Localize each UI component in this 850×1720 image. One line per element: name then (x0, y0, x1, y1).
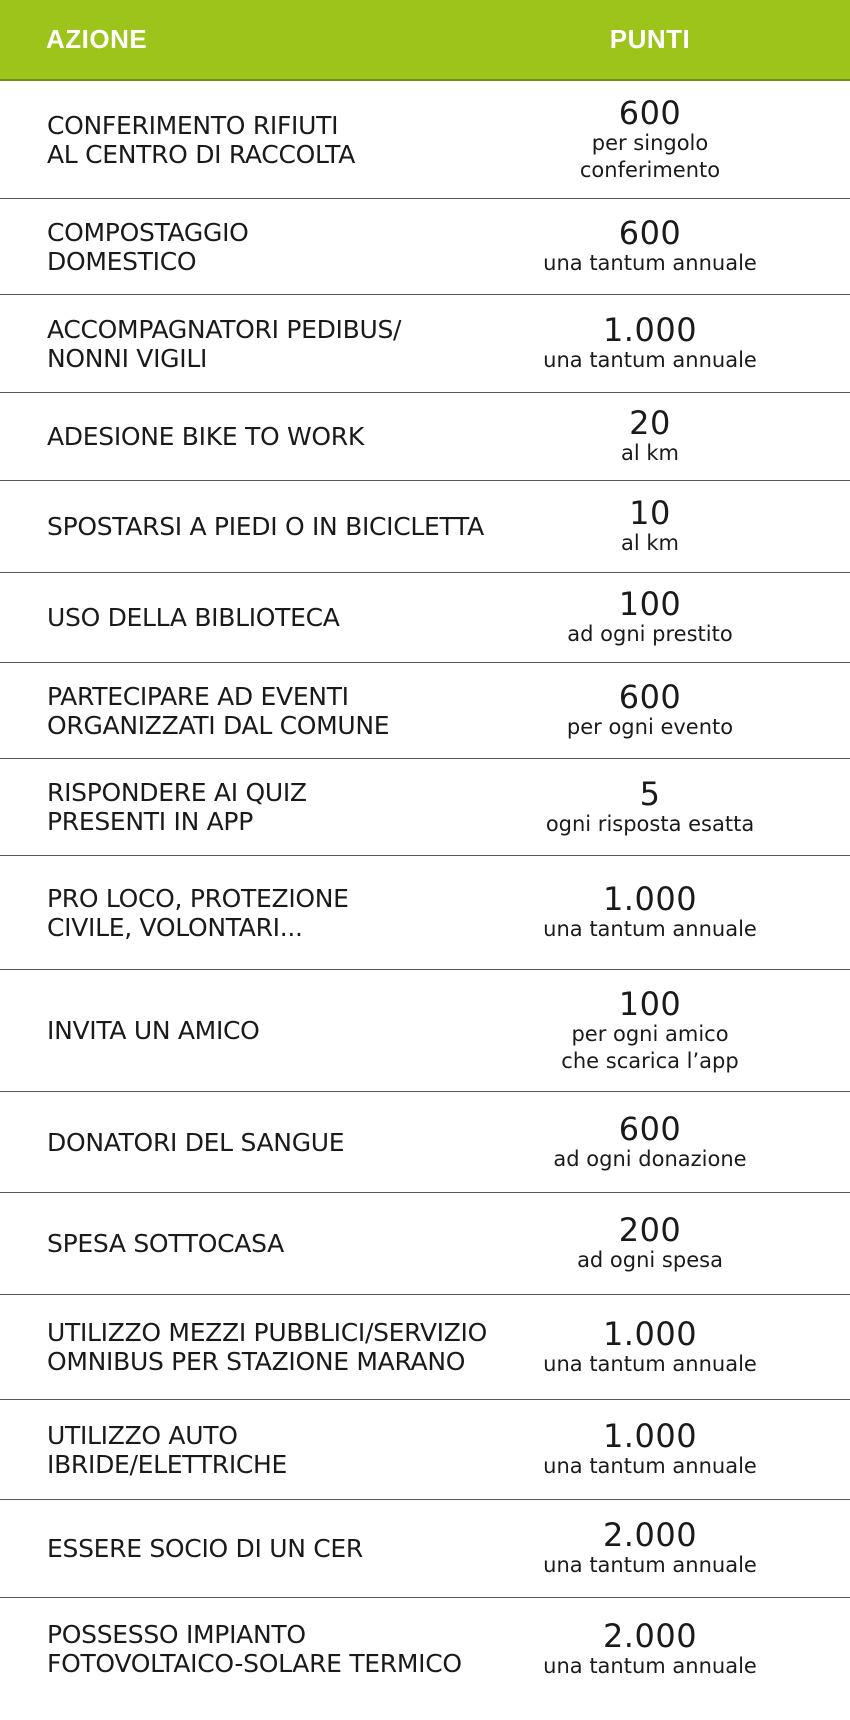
points-cell (510, 406, 790, 467)
table-row (0, 81, 850, 199)
table-row (0, 1400, 850, 1500)
points-cell (510, 1314, 790, 1378)
action-label: UTILIZZO MEZZI PUBBLICI/SERVIZIO OMNIBUS PER STAZIONE MARANO (47, 1318, 488, 1376)
table-row (0, 1295, 850, 1400)
points-value: 2.000 (602, 1616, 698, 1655)
action-label: PRO LOCO, PROTEZIONE CIVILE, VOLONTARI... (47, 883, 349, 942)
action-label: UTILIZZO AUTO IBRIDE/ELETTRICHE (47, 1420, 288, 1479)
points-value: 100 (618, 585, 682, 623)
points-cell (510, 93, 790, 184)
points-value: 1.000 (602, 311, 698, 349)
table-body (0, 81, 850, 1700)
points-cell (510, 882, 790, 943)
points-cell (510, 984, 790, 1075)
points-note: una tantum annuale (543, 1553, 757, 1577)
table-row (0, 481, 850, 573)
table-row (0, 199, 850, 295)
table-row (0, 573, 850, 663)
points-note: ad ogni donazione (553, 1146, 747, 1171)
points-cell (510, 1419, 790, 1480)
table-row (0, 1598, 850, 1700)
points-note: al km (621, 441, 679, 465)
points-cell (510, 587, 790, 648)
table-row (0, 856, 850, 970)
action-label: USO DELLA BIBLIOTECA (47, 603, 340, 632)
action-label: SPOSTARSI A PIEDI O IN BICICLETTA (47, 512, 484, 541)
action-label: RISPONDERE AI QUIZ PRESENTI IN APP (47, 778, 307, 836)
points-cell (510, 216, 790, 277)
points-cell (510, 1616, 790, 1680)
points-value: 600 (618, 93, 682, 132)
points-cell (510, 774, 790, 838)
points-note: ad ogni spesa (577, 1248, 723, 1272)
table-row (0, 970, 850, 1092)
points-note: per singolo conferimento (579, 130, 721, 182)
column-header-points: PUNTI (609, 24, 691, 54)
points-value: 2.000 (602, 1516, 698, 1554)
action-label: ADESIONE BIKE TO WORK (47, 422, 364, 451)
points-value: 10 (629, 494, 671, 532)
points-cell (510, 496, 790, 557)
points-note: una tantum annuale (543, 251, 757, 275)
points-note: al km (621, 531, 679, 555)
points-cell (510, 1109, 790, 1173)
points-cell (510, 313, 790, 374)
points-note: ogni risposta esatta (545, 811, 755, 836)
action-label: SPESA SOTTOCASA (47, 1229, 284, 1258)
points-cell (510, 1518, 790, 1579)
points-note: una tantum annuale (543, 917, 757, 941)
action-label: PARTECIPARE AD EVENTI ORGANIZZATI DAL COMUNE (47, 681, 390, 740)
action-label: COMPOSTAGGIO DOMESTICO (47, 217, 249, 276)
points-note: una tantum annuale (543, 1351, 757, 1376)
column-header-action: AZIONE (46, 24, 148, 54)
action-label: DONATORI DEL SANGUE (47, 1127, 345, 1157)
points-value: 1.000 (602, 1314, 698, 1353)
points-value: 600 (618, 1109, 682, 1148)
action-label: INVITA UN AMICO (47, 1016, 260, 1045)
table-row (0, 759, 850, 856)
points-note: una tantum annuale (543, 1653, 757, 1678)
table-row (0, 663, 850, 759)
points-note: una tantum annuale (543, 348, 757, 372)
points-value: 600 (618, 214, 682, 252)
points-cell (510, 680, 790, 741)
action-label: ACCOMPAGNATORI PEDIBUS/ NONNI VIGILI (47, 314, 402, 373)
points-value: 5 (639, 774, 661, 813)
table-header (0, 0, 850, 81)
points-value: 200 (618, 1211, 682, 1249)
points-value: 1.000 (602, 1417, 698, 1455)
table-row (0, 295, 850, 393)
action-label: POSSESSO IMPIANTO FOTOVOLTAICO-SOLARE TERMICO (47, 1620, 462, 1678)
points-value: 1.000 (602, 880, 698, 918)
points-note: per ogni evento (566, 715, 734, 739)
table-row (0, 1193, 850, 1295)
points-note: per ogni amico che scarica l’app (561, 1021, 739, 1073)
table-row (0, 1092, 850, 1193)
points-value: 600 (618, 678, 682, 716)
table-row (0, 393, 850, 481)
points-value: 100 (618, 984, 682, 1023)
table-row (0, 1500, 850, 1598)
points-value: 20 (629, 404, 671, 442)
action-label: CONFERIMENTO RIFIUTI AL CENTRO DI RACCOLTA (47, 110, 355, 169)
points-cell (510, 1213, 790, 1274)
points-note: una tantum annuale (543, 1454, 757, 1478)
points-note: ad ogni prestito (567, 622, 733, 646)
action-label: ESSERE SOCIO DI UN CER (47, 1534, 363, 1563)
